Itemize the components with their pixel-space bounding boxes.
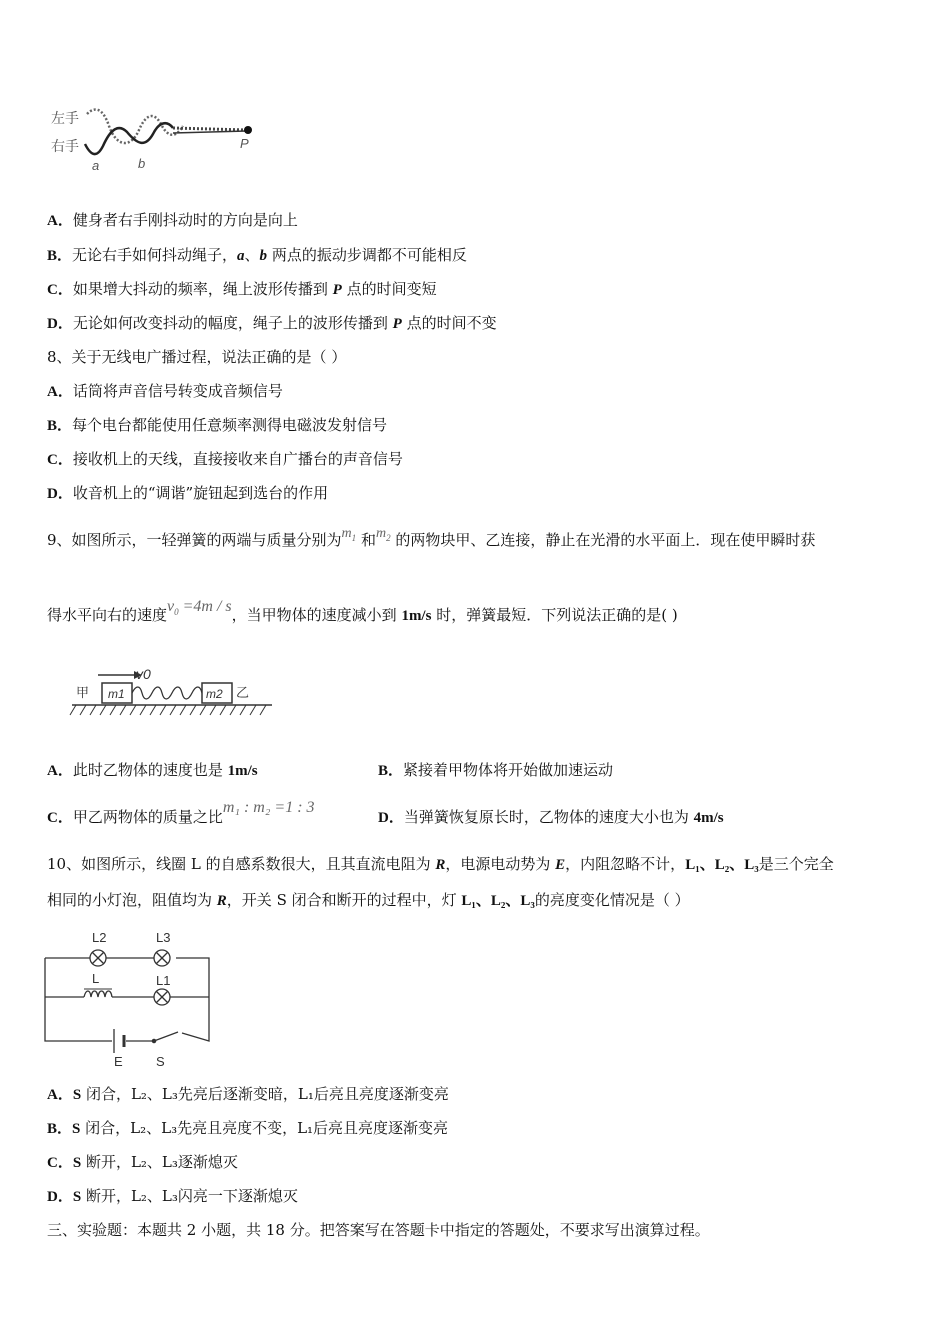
q10-stem-line2: 相同的小灯泡，阻值均为 R，开关 S 闭合和断开的过程中，灯 L₁、L₂、L₃的亮度变化情况是（ ）	[47, 891, 690, 909]
rope-tail-dotted	[173, 128, 247, 130]
left-hand-label: 左手	[51, 110, 79, 126]
q10-option-a: A．S 闭合，L₂、L₃先亮后逐渐变暗，L₁后亮且亮度逐渐变亮	[47, 1085, 449, 1103]
label-l2: L2	[92, 930, 107, 945]
label-b: b	[138, 156, 146, 171]
q8-option-a: A．话筒将声音信号转变成音频信号	[47, 382, 283, 400]
switch	[152, 1032, 178, 1043]
q10-stem-line1: 10、如图所示，线圈 L 的自感系数很大，且其直流电阻为 R，电源电动势为 E，内阻忽略不计，L₁、L₂、L₃是三个完全	[47, 855, 834, 873]
point-p	[244, 126, 252, 134]
v0-label: v0	[136, 666, 151, 682]
label-e: E	[114, 1054, 123, 1069]
q8-option-b: B．每个电台都能使用任意频率测得电磁波发射信号	[47, 416, 388, 434]
label-l3: L3	[156, 930, 171, 945]
q9-option-d: D．当弹簧恢复原长时，乙物体的速度大小也为 4m/s	[378, 808, 724, 826]
right-hand-label: 右手	[51, 138, 79, 154]
circuit-figure	[42, 925, 222, 1070]
q9-option-c: C．甲乙两物体的质量之比m₁ : m₂ =1 : 3	[47, 799, 315, 826]
inductor-coil	[84, 991, 112, 997]
yi-label: 乙	[236, 685, 250, 700]
lamp-l1	[154, 989, 170, 1005]
spring	[132, 687, 212, 699]
m2-label: m2	[206, 687, 223, 701]
q10-option-d: D．S 断开，L₂、L₃闪亮一下逐渐熄灭	[47, 1187, 298, 1205]
q7-option-b: B．无论右手如何抖动绳子，a、b 两点的振动步调都不可能相反	[47, 246, 467, 264]
q7-option-a: A．健身者右手刚抖动时的方向是向上	[47, 211, 298, 229]
section-3-heading: 三、实验题：本题共 2 小题，共 18 分。把答案写在答题卡中指定的答题处，不要求写出演算过程。	[47, 1221, 710, 1239]
circuit-outer-wire	[45, 958, 112, 1041]
left-hand-wave	[87, 110, 183, 144]
label-p: P	[240, 136, 249, 151]
q9-stem-line1: 9、如图所示，一轻弹簧的两端与质量分别为$m_1$ 和$m_2$ 的两物块甲、乙连接，静止在光滑的水平面上．现在使甲瞬时获	[47, 526, 816, 549]
q8-option-c: C．接收机上的天线，直接接收来自广播台的声音信号	[47, 450, 403, 468]
q8-stem: 8、关于无线电广播过程，说法正确的是（ ）	[47, 348, 347, 366]
m1-label: m1	[108, 687, 125, 701]
q7-option-d: D．无论如何改变抖动的幅度，绳子上的波形传播到 P 点的时间不变	[47, 314, 497, 332]
q7-option-c: C．如果增大抖动的频率，绳上波形传播到 P 点的时间变短	[47, 280, 437, 298]
label-s: S	[156, 1054, 165, 1069]
label-a: a	[92, 158, 100, 173]
q10-option-b: B．S 闭合，L₂、L₃先亮且亮度不变，L₁后亮且亮度逐渐变亮	[47, 1119, 449, 1137]
q10-option-c: C．S 断开，L₂、L₃逐渐熄灭	[47, 1153, 238, 1171]
rope-tail-solid	[173, 131, 247, 133]
label-l1: L1	[156, 973, 171, 988]
label-l: L	[92, 971, 100, 986]
ground-hatch	[70, 705, 266, 715]
jia-label: 甲	[76, 685, 90, 700]
q9-stem-line2: 得水平向右的速度$v_0 =4m / s$，当甲物体的速度减小到 1m/s 时，弹簧最短．下列说法正确的是( )	[47, 598, 678, 624]
spring-block-figure	[70, 665, 280, 725]
q9-option-a: A．此时乙物体的速度也是 1m/s	[47, 761, 258, 779]
lamp-l3	[154, 950, 170, 966]
rope-wave-figure	[45, 100, 265, 180]
right-hand-wave	[85, 123, 173, 154]
lamp-l2	[90, 950, 106, 966]
battery	[114, 1029, 124, 1053]
q9-option-b: B．紧接着甲物体将开始做加速运动	[378, 761, 614, 779]
q8-option-d: D．收音机上的“调谐”旋钮起到选台的作用	[47, 484, 329, 502]
